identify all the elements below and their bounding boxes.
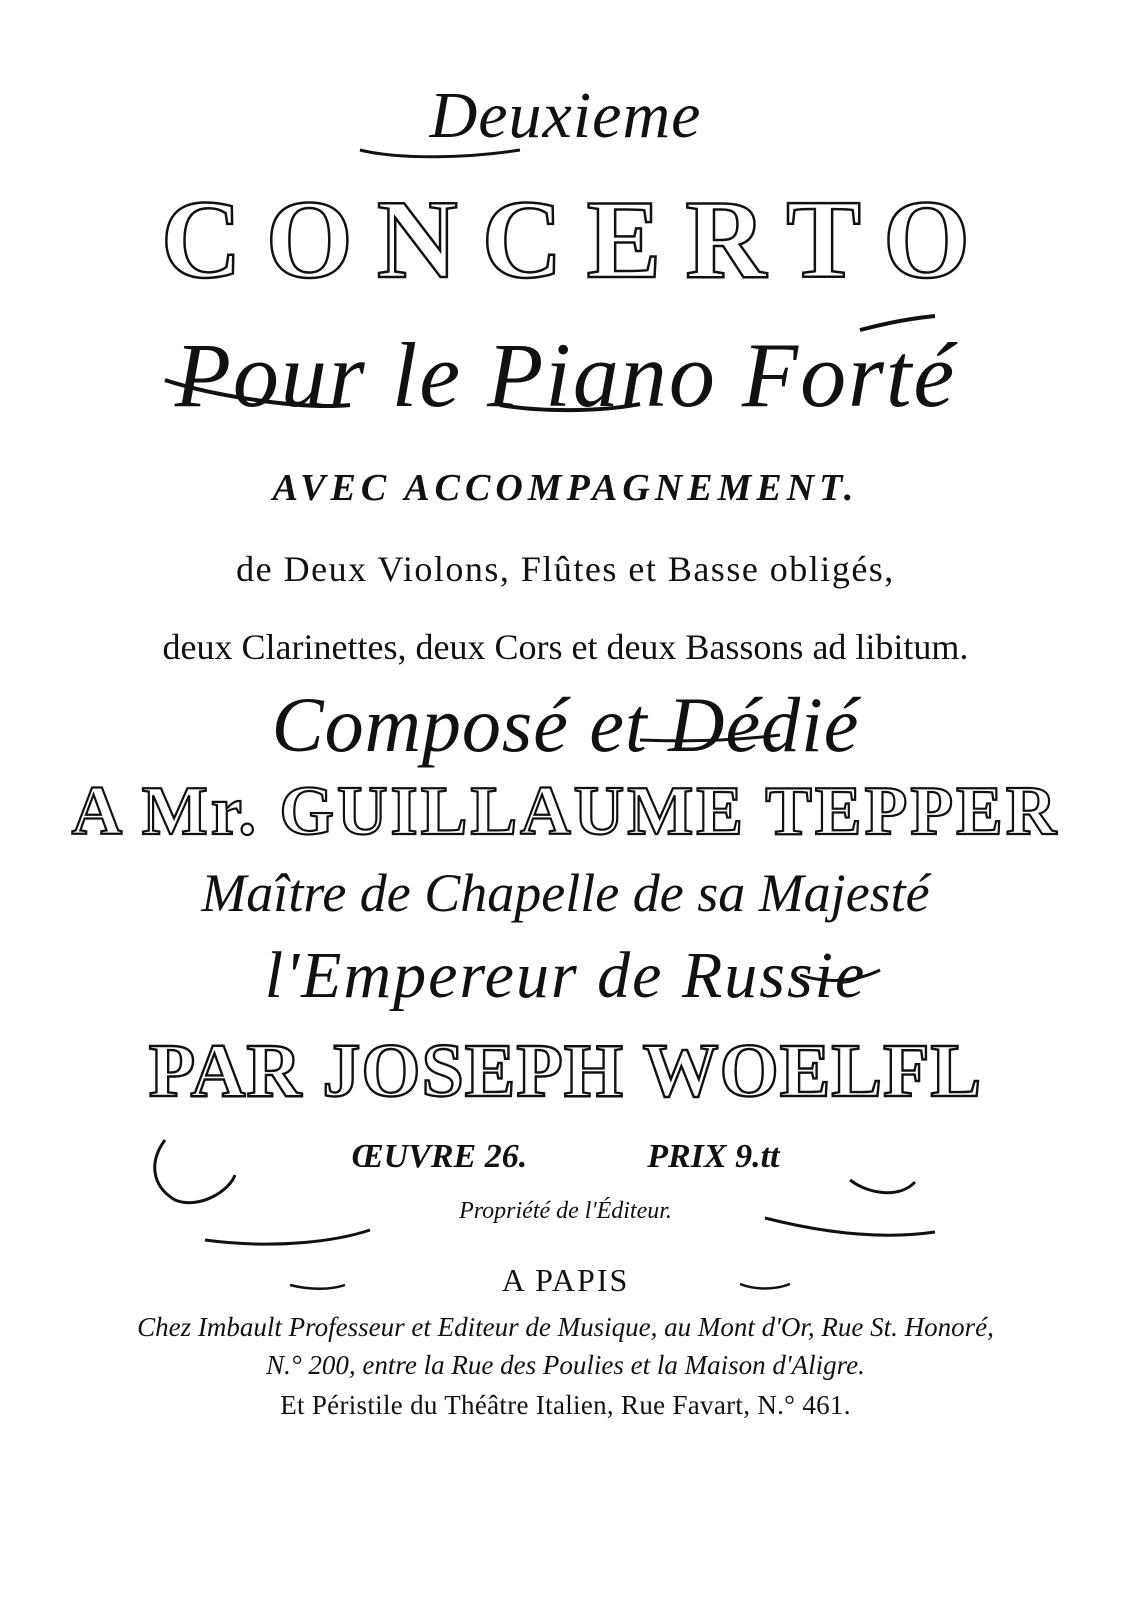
price: PRIX 9.tt (647, 1138, 780, 1175)
dedicatee-title: Maître de Chapelle de sa Majesté (201, 863, 930, 923)
instrumentation-ad-libitum: deux Clarinettes, deux Cors et deux Bassons ad libitum. (162, 627, 969, 667)
opus-number: ŒUVRE 26. (351, 1138, 528, 1175)
opus-price-line (0, 1138, 1131, 1176)
publisher-address-line-3: Et Péristile du Théâtre Italien, Rue Favart, N.° 461. (280, 1390, 851, 1420)
title-instrument: Pour le Piano Forté (174, 324, 957, 426)
publisher-address-line-2: N.° 200, entre la Rue des Poulies et la Maison d'Aligre. (266, 1350, 865, 1380)
publication-city: A PAPIS (501, 1262, 630, 1298)
dedicatee-patron: l'Empereur de Russie (264, 939, 867, 1012)
instrumentation-obligato: de Deux Violons, Flûtes et Basse obligés, (236, 549, 895, 589)
dedicatee-name: A Mr. GUILLAUME TEPPER (71, 773, 1060, 850)
title-deuxieme: Deuxieme (429, 79, 702, 152)
composed-dedicated-line: Composé et Dédié (271, 681, 860, 768)
accompaniment-heading: AVEC ACCOMPAGNEMENT. (272, 467, 859, 509)
title-concerto: CONCERTO (160, 178, 995, 302)
publisher-address-line-1: Chez Imbault Professeur et Editeur de Musique, au Mont d'Or, Rue St. Honoré, (137, 1312, 994, 1342)
publisher-property-note: Propriété de l'Éditeur. (459, 1198, 672, 1224)
composer-name: PAR JOSEPH WOELFL (148, 1029, 983, 1113)
